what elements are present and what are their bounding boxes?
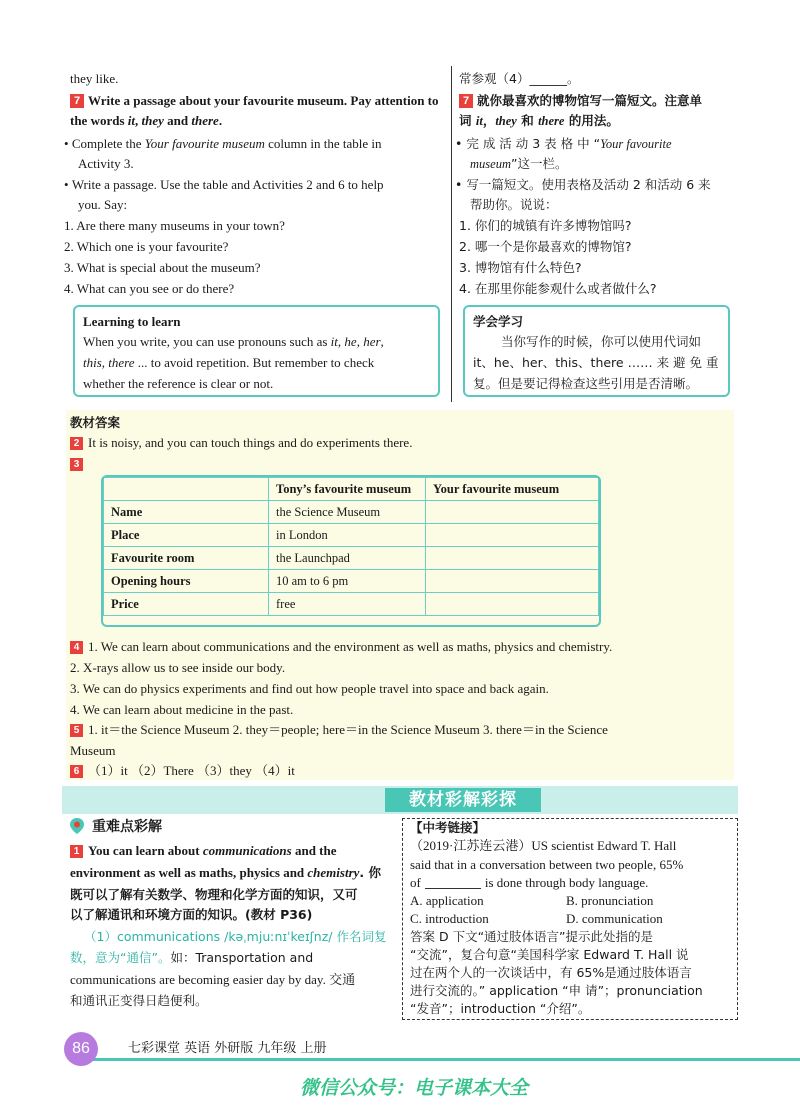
question-3-cn: 3. 博物馆有什么特色? <box>459 260 582 275</box>
answer-5-line2: Museum <box>70 743 116 758</box>
table-row <box>104 593 599 616</box>
key-point-1-line1: 1 You can learn about communications and the <box>70 842 337 860</box>
bullet-write-cont: you. Say: <box>78 197 128 212</box>
question-4: 4. What can you see or do there? <box>64 281 235 296</box>
answer-5-number: 5 <box>70 724 83 737</box>
key-point-1-line3: 既可以了解有关数学、物理和化学方面的知识，又可 <box>70 887 358 902</box>
answer-2-number: 2 <box>70 437 83 450</box>
table-cell: 10 am to 6 pm <box>269 570 426 593</box>
table-cell: Favourite room <box>104 547 269 570</box>
answer-2: 2 It is noisy, and you can touch things and do experiments there. <box>70 434 412 452</box>
exam-link-line1: （2019·江苏连云港）US scientist Edward T. Hall <box>410 838 677 853</box>
exam-answer-line1: 答案 D 下文“通过肢体语言”提示此处指的是 <box>410 929 654 944</box>
question-1-cn: 1. 你们的城镇有许多博物馆吗? <box>459 218 632 233</box>
answer-4-line2: 2. X-rays allow us to see inside our body. <box>70 660 286 675</box>
study-tip-title: 学会学习 <box>473 314 524 329</box>
option-b: B. pronunciation <box>566 893 654 908</box>
task7-number-cn: 7 <box>459 94 473 108</box>
page-number: 86 <box>64 1032 98 1066</box>
key-point-1-line5: （1）communications /kəˌmjuːnɪˈkeɪʃnz/ 作名词复 <box>84 929 387 944</box>
footer-rule <box>70 1058 800 1061</box>
book-series: 七彩课堂 英语 外研版 九年级 上册 <box>128 1041 327 1056</box>
study-tip-text2: it、he、her、this、there …… 来 避 免 重 <box>473 355 719 370</box>
bullet-complete-cont: Activity 3. <box>78 156 134 171</box>
table-cell: free <box>269 593 426 616</box>
learning-to-learn-text2: this, there ... to avoid repetition. But remember to check <box>83 355 375 370</box>
answer-5-line1: 5 1. it＝the Science Museum 2. they＝people; here＝in the Science Museum 3. there＝in the Science <box>70 721 608 739</box>
answer-4-line1: 4 1. We can learn about communications and the environment as well as maths, physics and chemistry. <box>70 638 612 656</box>
table-cell: the Launchpad <box>269 547 426 570</box>
table-cell <box>426 501 599 524</box>
learning-to-learn-text3: whether the reference is clear or not. <box>83 376 274 391</box>
key-point-number: 1 <box>70 845 83 858</box>
table-cell: Place <box>104 524 269 547</box>
watermark-text: 微信公众号：电子课本大全 <box>300 1077 529 1099</box>
question-4-cn: 4. 在那里你能参观什么或者做什么? <box>459 281 657 296</box>
task7-title-en: 7 Write a passage about your favourite museum. Pay attention to <box>70 92 439 110</box>
table-cell <box>426 593 599 616</box>
exam-link-title: 【中考链接】 <box>410 820 486 835</box>
learning-to-learn-text: When you write, you can use pronouns such as it, he, her, <box>83 334 384 349</box>
table-row <box>104 570 599 593</box>
study-tip-text1: 当你写作的时候，你可以使用代词如 <box>501 334 702 349</box>
task7-title-cn: 7 就你最喜欢的博物馆写一篇短文。注意单 <box>459 92 702 110</box>
left-continuation: they like. <box>70 71 119 86</box>
task7-title-cn-line2: 词 it，they 和 there 的用法。 <box>459 113 619 128</box>
bullet-write: • Write a passage. Use the table and Activities 2 and 6 to help <box>64 177 384 192</box>
exam-answer-line2: “交流”，复合句意“美国科学家 Edward T. Hall 说 <box>410 947 689 962</box>
table-cell: Price <box>104 593 269 616</box>
question-2-cn: 2. 哪一个是你最喜欢的博物馆? <box>459 239 632 254</box>
table-header-row <box>104 478 599 501</box>
table-cell: in London <box>269 524 426 547</box>
study-tip-text3: 复。但是要记得检查这些引用是否清晰。 <box>473 376 699 391</box>
key-point-1-line7: communications are becoming easier day by day. 交通 <box>70 972 356 987</box>
option-a: A. application <box>410 893 484 908</box>
answer-6: 6 （1）it （2）There （3）they （4）it <box>70 762 295 780</box>
option-c: C. introduction <box>410 911 489 926</box>
bullet-write-cn: • 写一篇短文。使用表格及活动 2 和活动 6 来 <box>455 177 711 192</box>
answers-title: 教材答案 <box>70 415 121 430</box>
exam-link-line3: of is done through body language. <box>410 875 649 890</box>
exam-answer-line3: 过在两个人的一次谈话中，有 65%是通过肢体语言 <box>410 965 692 980</box>
table-row <box>104 524 599 547</box>
key-point-1-line4: 以了解通讯和环境方面的知识。(教材 P36) <box>70 907 313 922</box>
learning-to-learn-title: Learning to learn <box>83 314 181 329</box>
answer-4-line4: 4. We can learn about medicine in the past. <box>70 702 294 717</box>
task7-number: 7 <box>70 94 84 108</box>
task7-title-en-line2: the words it, they and there. <box>70 113 223 128</box>
key-point-1-line6: 数，意为“通信”。如：Transportation and <box>70 950 314 965</box>
blank-line <box>425 888 481 889</box>
bullet-write-cn-cont: 帮助你。说说： <box>470 197 558 212</box>
bullet-complete: • Complete the Your favourite museum column in the table in <box>64 136 382 151</box>
table-row <box>104 547 599 570</box>
question-3: 3. What is special about the museum? <box>64 260 261 275</box>
answer-4-number: 4 <box>70 641 83 654</box>
exam-answer-line4: 进行交流的。” application “申 请”；pronunciation <box>410 983 703 998</box>
table-row <box>104 501 599 524</box>
learning-to-learn-box <box>73 305 440 397</box>
table-cell <box>426 524 599 547</box>
question-2: 2. Which one is your favourite? <box>64 239 229 254</box>
table-cell: Name <box>104 501 269 524</box>
section-banner-title: 教材彩解彩探 <box>385 788 541 812</box>
table-cell <box>426 547 599 570</box>
exam-answer-line5: “发音”；introduction “介绍”。 <box>410 1001 591 1016</box>
key-points-title: 重难点彩解 <box>92 819 162 835</box>
study-tip-box <box>463 305 730 397</box>
table-cell: Opening hours <box>104 570 269 593</box>
question-1: 1. Are there many museums in your town? <box>64 218 285 233</box>
option-d: D. communication <box>566 911 663 926</box>
table-header-cell: Your favourite museum <box>426 478 599 501</box>
bullet-complete-cn: • 完 成 活 动 3 表 格 中 “Your favourite <box>455 136 672 151</box>
answer-3-number: 3 <box>70 458 83 471</box>
right-continuation: 常参观（4）______。 <box>459 71 580 86</box>
key-point-1-line2: environment as well as maths, physics and chemistry. 你 <box>70 865 382 880</box>
answer-4-line3: 3. We can do physics experiments and find out how people travel into space and back again. <box>70 681 549 696</box>
table-cell: the Science Museum <box>269 501 426 524</box>
section-banner <box>62 786 738 814</box>
museum-table <box>103 477 599 616</box>
location-pin-icon <box>68 817 86 835</box>
bullet-complete-cn-cont: museum”这一栏。 <box>470 156 568 171</box>
table-header-cell: Tony’s favourite museum <box>269 478 426 501</box>
answer-3 <box>70 455 88 473</box>
exam-link-line2: said that in a conversation between two people, 65% <box>410 857 684 872</box>
table-cell <box>426 570 599 593</box>
answer-6-number: 6 <box>70 765 83 778</box>
table-header-cell <box>104 478 269 501</box>
key-point-1-line8: 和通讯正变得日趋便利。 <box>70 993 208 1008</box>
column-divider <box>451 66 452 402</box>
